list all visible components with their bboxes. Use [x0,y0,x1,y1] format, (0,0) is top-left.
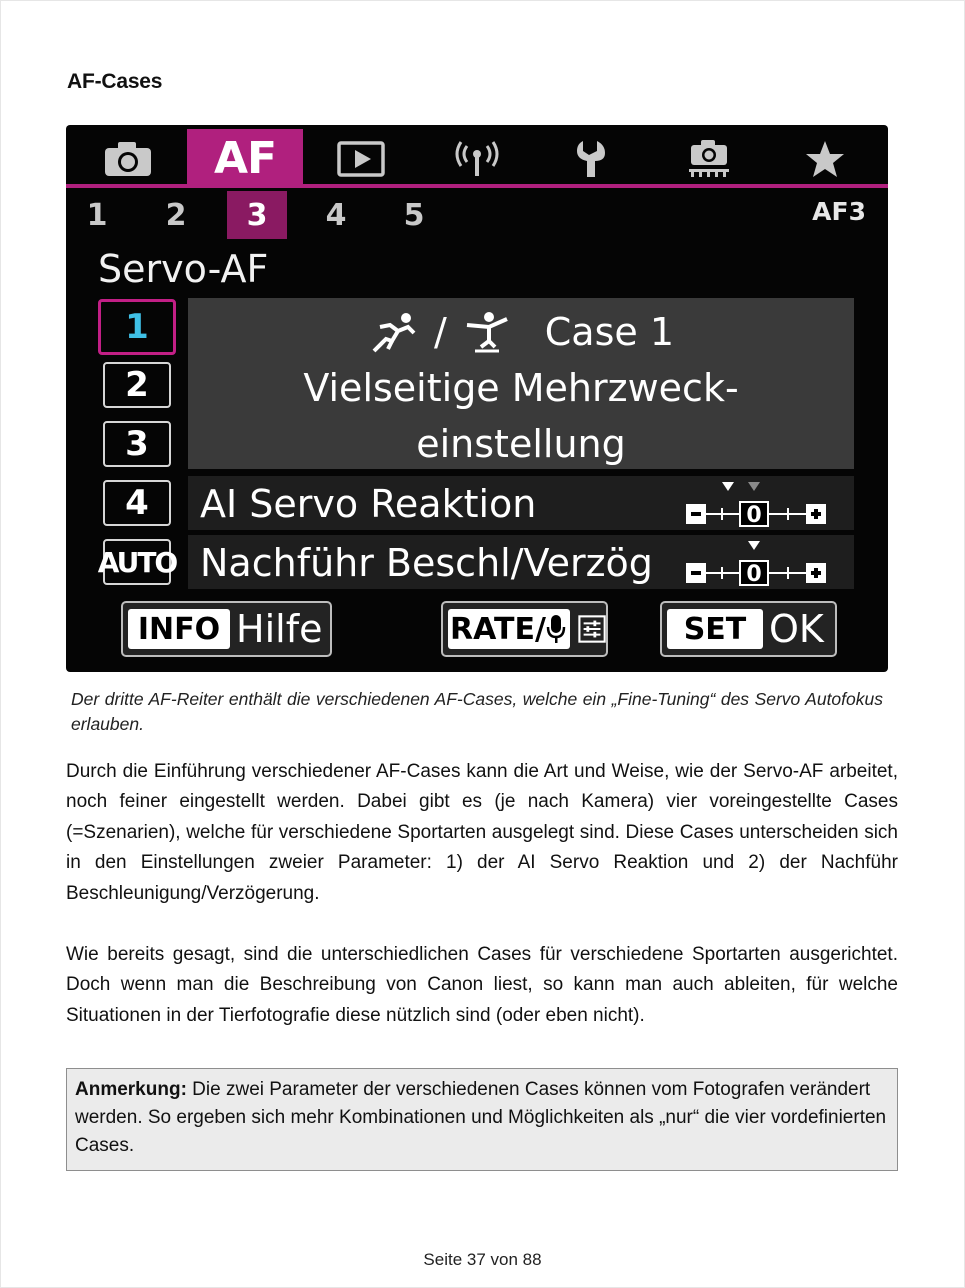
page-footer: Seite 37 von 88 [423,1250,542,1269]
case-description [188,360,854,472]
camera-sub-tabs [66,191,888,239]
microphone-icon [546,613,566,645]
star-icon [805,140,845,178]
rate-pill [448,609,570,649]
running-athlete-icon [368,311,418,353]
set-ok-button [660,601,837,657]
case-button-4: 4 [103,480,171,526]
sub-tab-3: 3 [227,191,287,239]
tab-af [187,129,303,187]
param-label-ai-servo-response: AI Servo Reaktion [200,482,537,526]
set-pill: SET [667,609,763,649]
paragraph-1: Durch die Einführung verschiedener AF-Cases kann die Art und Weise, wie der Servo-AF arbeitet, noch feiner eingestellt werden. Dabei gibt es (je nach Kamera) vier voreingestellte Cases (=Szenarien), welche für verschiedene Sportarten ausgelegt sind. Diese Cases unterscheiden sich in den Einstellungen zweier Parameter: 1) der AI Servo Reaktion und 2) der Nachführ Beschleunigung/Verzögerung. [66,761,898,904]
tab-shooting [70,131,186,187]
wrench-icon [573,139,613,179]
sub-tab-4: 4 [325,197,347,233]
camera-icon [103,140,153,178]
wireless-icon [453,140,501,178]
case-description-line2: einstellung [416,422,626,466]
param-label-tracking-accel-decel: Nachführ Beschl/Verzög [200,541,653,585]
sub-tab-2: 2 [165,197,187,233]
sub-tab-5: 5 [403,197,425,233]
custom-camera-icon [687,139,731,179]
tab-my-menu [767,131,883,187]
paragraph-2: Wie bereits gesagt, sind die unterschiedlichen Cases für verschiedene Sportarten ausgerichtet. Doch wenn man die Beschreibung von Canon liest, so kann man auch ableiten, für welche Situationen in der Tierfotografie diese nützlich sind (oder eben nicht). [66,944,898,1026]
info-help-button [121,601,332,657]
case-button-3: 3 [103,421,171,467]
case-description-line1: Vielseitige Mehrzweck- [303,366,739,410]
menu-page-code: AF3 [812,197,866,226]
case-name: Case 1 [544,310,675,354]
param-value-ai-servo-response: 0 [746,503,762,528]
param-value-tracking-accel-decel: 0 [746,562,762,587]
param-row-tracking-accel-decel [188,535,854,589]
param-scale-tracking-accel-decel [684,537,830,587]
rate-pill-label: RATE/ [450,611,546,647]
section-heading: AF-Cases [67,70,163,93]
tab-setup [535,131,651,187]
camera-menu-screenshot [66,125,888,672]
info-word: Hilfe [236,607,323,651]
adjust-icon [578,609,606,649]
note-label: Anmerkung: [75,1079,187,1100]
case-button-1: 1 [98,299,176,355]
note-text: Die zwei Parameter der verschiedenen Cases können vom Fotografen verändert werden. So ergeben sich mehr Kombinationen und Möglichkeiten als „nur“ die vier vordefinierten Cases. [75,1079,887,1156]
skater-icon [463,311,509,353]
set-word: OK [769,607,824,651]
servo-af-title: Servo-AF [98,247,269,291]
rate-button [441,601,608,657]
case-description-panel [188,298,854,469]
param-scale-ai-servo-response [684,478,830,528]
case-header [188,306,854,358]
tab-underline [66,184,888,188]
figure-caption: Der dritte AF-Reiter enthält die verschiedenen AF-Cases, welche ein „Fine-Tuning“ des Servo Autofokus erlauben. [71,689,883,734]
note-box [66,1068,898,1171]
case-button-2: 2 [103,362,171,408]
case-button-auto: AUTO [103,539,171,585]
case-separator: / [433,310,447,354]
tab-playback [303,131,419,187]
tab-wireless [419,131,535,187]
camera-tab-bar [66,125,888,185]
tab-af-label: AF [213,132,277,184]
play-icon [337,141,385,177]
info-pill: INFO [128,609,230,649]
tab-custom [651,131,767,187]
param-row-ai-servo-response [188,476,854,530]
sub-tab-1: 1 [86,197,108,233]
